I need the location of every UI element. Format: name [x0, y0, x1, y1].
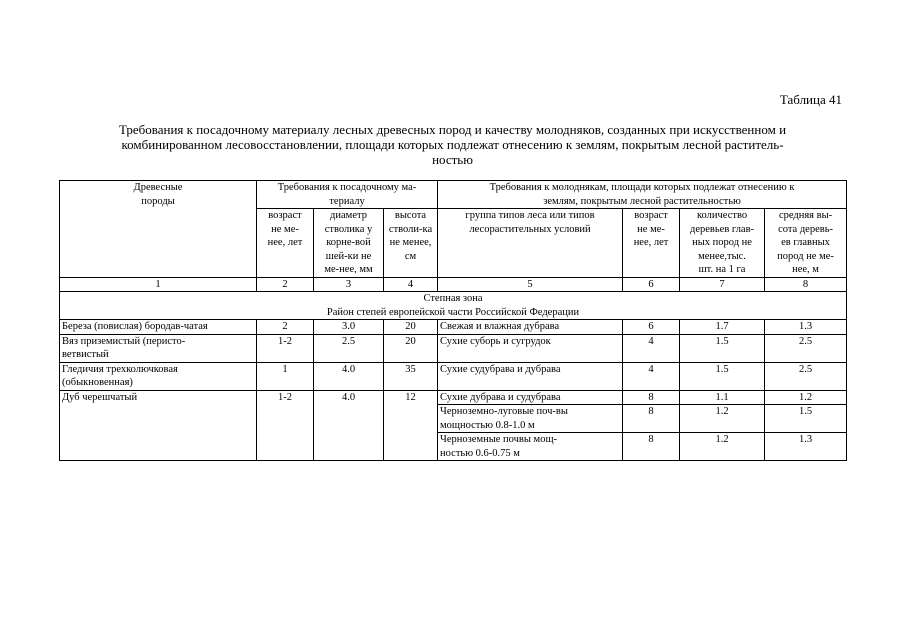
- table-row: [60, 334, 847, 362]
- table-row: [60, 362, 847, 390]
- forest-type-cell: Свежая и влажная дубрава: [438, 320, 623, 335]
- forest-type-cell: Сухие суборь и сугрудок: [438, 334, 623, 362]
- young-age-cell: 8: [623, 405, 680, 433]
- column-number: 2: [257, 277, 314, 292]
- diameter-cell: 3.0: [314, 320, 384, 335]
- header-stem-height: высота стволи-ка не менее, см: [384, 209, 438, 278]
- header-planting-material: Требования к посадочному ма- териалу: [257, 181, 438, 209]
- height-cell: 20: [384, 334, 438, 362]
- column-number: 8: [765, 277, 847, 292]
- species-cell: Вяз приземистый (перисто- ветвистый: [60, 334, 257, 362]
- quantity-cell: 1.5: [680, 334, 765, 362]
- header-stem-diameter: диаметр стволика у корне-вой шей-ки не ме-нее, мм: [314, 209, 384, 278]
- header-tree-count: количество деревьев глав- ных пород не менее,тыс. шт. на 1 га: [680, 209, 765, 278]
- header-young-stands: Требования к молоднякам, площади которых подлежат отнесению к землям, покрытым лесной растительностью: [438, 181, 847, 209]
- table-row: [60, 390, 847, 405]
- title-line: комбинированном лесовосстановлении, площади которых подлежат отнесению к землям, покрытым лесной раститель-: [121, 137, 784, 152]
- requirements-table: [59, 180, 847, 461]
- young-age-cell: 6: [623, 320, 680, 335]
- avg-height-cell: 2.5: [765, 362, 847, 390]
- diameter-cell: 4.0: [314, 390, 384, 461]
- avg-height-cell: 1.3: [765, 320, 847, 335]
- forest-type-cell: Черноземные почвы мощ- ностью 0.6-0.75 м: [438, 433, 623, 461]
- young-age-cell: 8: [623, 390, 680, 405]
- header-seedling-age: возраст не ме- нее, лет: [257, 209, 314, 278]
- forest-type-cell: Черноземно-луговые поч-вы мощностью 0.8-1.0 м: [438, 405, 623, 433]
- quantity-cell: 1.2: [680, 405, 765, 433]
- column-number: 1: [60, 277, 257, 292]
- column-number: 7: [680, 277, 765, 292]
- zone-row: [60, 292, 847, 320]
- young-age-cell: 4: [623, 334, 680, 362]
- header-row-groups: [60, 181, 847, 209]
- species-cell: Береза (повислая) бородав-чатая: [60, 320, 257, 335]
- avg-height-cell: 1.5: [765, 405, 847, 433]
- avg-height-cell: 2.5: [765, 334, 847, 362]
- zone-name: Степная зона: [423, 293, 483, 304]
- height-cell: 20: [384, 320, 438, 335]
- header-young-age: возраст не ме- нее, лет: [623, 209, 680, 278]
- seedling-age-cell: 1: [257, 362, 314, 390]
- quantity-cell: 1.2: [680, 433, 765, 461]
- seedling-age-cell: 2: [257, 320, 314, 335]
- header-forest-type: группа типов леса или типов лесорастительных условий: [438, 209, 623, 278]
- column-number: 3: [314, 277, 384, 292]
- document-title: [60, 122, 845, 167]
- zone-heading: [60, 292, 847, 320]
- header-species: Древесные породы: [60, 181, 257, 278]
- column-number: 4: [384, 277, 438, 292]
- quantity-cell: 1.7: [680, 320, 765, 335]
- table-row: [60, 320, 847, 335]
- quantity-cell: 1.5: [680, 362, 765, 390]
- diameter-cell: 2.5: [314, 334, 384, 362]
- header-avg-height: средняя вы- сота деревь- ев главных пород не ме- нее, м: [765, 209, 847, 278]
- height-cell: 35: [384, 362, 438, 390]
- seedling-age-cell: 1-2: [257, 334, 314, 362]
- diameter-cell: 4.0: [314, 362, 384, 390]
- column-number: 6: [623, 277, 680, 292]
- forest-type-cell: Сухие судубрава и дубрава: [438, 362, 623, 390]
- height-cell: 12: [384, 390, 438, 461]
- title-line: ностью: [432, 152, 473, 167]
- young-age-cell: 8: [623, 433, 680, 461]
- seedling-age-cell: 1-2: [257, 390, 314, 461]
- quantity-cell: 1.1: [680, 390, 765, 405]
- title-line: Требования к посадочному материалу лесных древесных пород и качеству молодняков, созданных при искусственном и: [118, 122, 787, 137]
- species-cell: Гледичия трехколючковая (обыкновенная): [60, 362, 257, 390]
- zone-region: Район степей европейской части Российской Федерации: [326, 306, 580, 318]
- avg-height-cell: 1.3: [765, 433, 847, 461]
- table-number: Таблица 41: [779, 92, 842, 107]
- species-cell: Дуб черешчатый: [60, 390, 257, 461]
- forest-type-cell: Сухие дубрава и судубрава: [438, 390, 623, 405]
- avg-height-cell: 1.2: [765, 390, 847, 405]
- young-age-cell: 4: [623, 362, 680, 390]
- column-number: 5: [438, 277, 623, 292]
- column-numbers-row: [60, 277, 847, 292]
